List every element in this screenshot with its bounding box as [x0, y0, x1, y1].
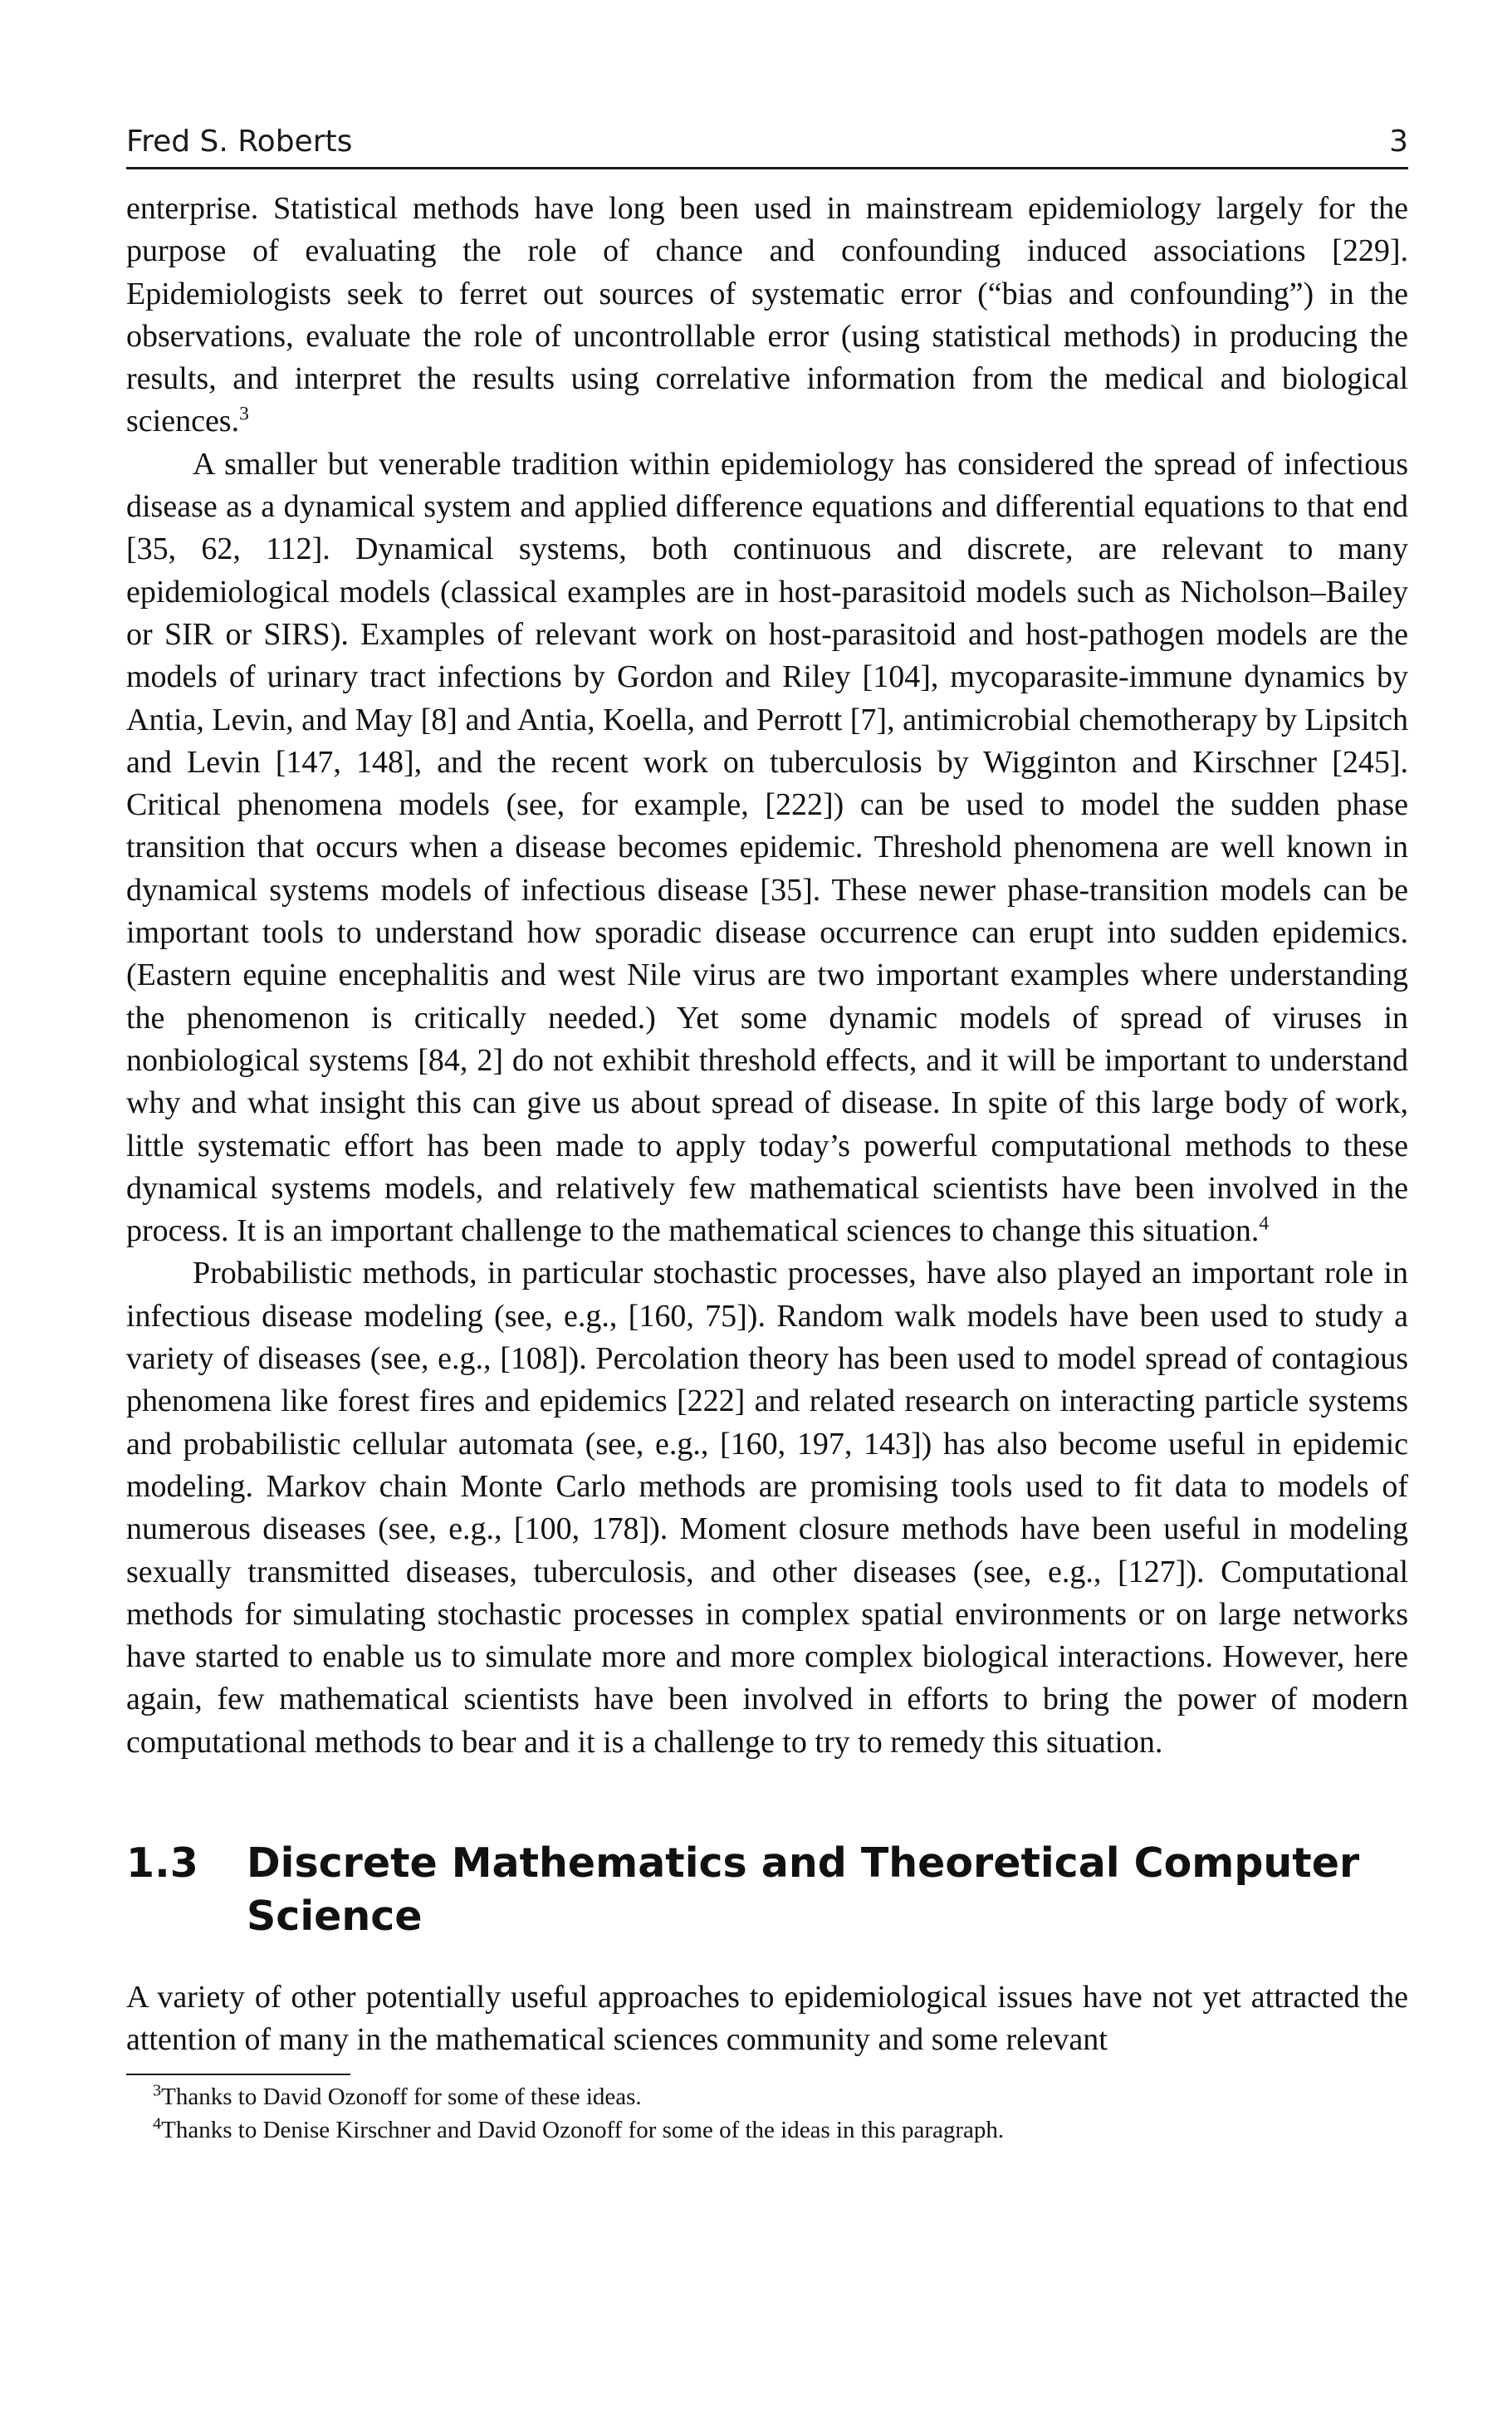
footnote-mark: 3	[153, 2080, 162, 2099]
paragraph	[126, 1976, 1408, 2062]
body-text	[126, 188, 1408, 1764]
paragraph-text: A variety of other potentially useful approaches to epidemiological issues have not yet attracted the attention of many in the mathematical sciences community and some relevant	[126, 1979, 1408, 2058]
paragraph-text: enterprise. Statistical methods have long been used in mainstream epidemiology largely for the purpose of evaluating the role of chance and confounding induced associations [229]. Epidemiologists seek to ferret out sources of systematic error (“bias and confounding”) in the observations, evaluate the role of uncontrollable error (using statistical methods) in producing the results, and interpret the results using correlative information from the medical and biological sciences.	[126, 191, 1408, 439]
footnote-text: Thanks to David Ozonoff for some of these ideas.	[161, 2083, 642, 2110]
page	[126, 125, 1408, 2147]
page-number: 3	[1389, 125, 1408, 159]
footnote-ref[interactable]: 4	[1259, 1212, 1270, 1235]
running-head	[126, 125, 1408, 169]
footnote-ref[interactable]: 3	[239, 403, 249, 425]
section-body	[126, 1976, 1408, 2062]
paragraph-text: Probabilistic methods, in particular stochastic processes, have also played an important role in infectious disease modeling (see, e.g., [160, 75]). Random walk models have been used to study a variety of diseases (see, e.g., [108]). Percolation theory has been used to model spread of contagious phenomena like forest fires and epidemics [222] and related research on interacting particle systems and probabilistic cellular automata (see, e.g., [160, 197, 143]) has also become useful in epidemic modeling. Markov chain Monte Carlo methods are promising tools used to fit data to models of numerous diseases (see, e.g., [100, 178]). Moment closure methods have been useful in modeling sexually transmitted diseases, tuberculosis, and other diseases (see, e.g., [127]). Computational methods for simulating stochastic processes in complex spatial environments or on large networks have started to enable us to simulate more and more complex biological interactions. However, here again, few mathematical scientists have been involved in efforts to bring the power of modern computational methods to bear and it is a challenge to try to remedy this situation.	[126, 1256, 1408, 1760]
footnote-text: Thanks to Denise Kirschner and David Ozonoff for some of the ideas in this paragraph.	[161, 2116, 1005, 2143]
author-name: Fred S. Roberts	[126, 125, 353, 159]
section-heading	[126, 1837, 1408, 1943]
section-number: 1.3	[126, 1839, 198, 1887]
footnote	[126, 2080, 1408, 2113]
paragraph	[126, 443, 1408, 1253]
section-title: Discrete Mathematics and Theoretical Computer Science	[247, 1839, 1360, 1940]
footnote-mark: 4	[153, 2113, 162, 2133]
paragraph	[126, 1252, 1408, 1764]
footnotes	[126, 2080, 1408, 2147]
paragraph	[126, 188, 1408, 443]
paragraph-text: A smaller but venerable tradition within epidemiology has considered the spread of infectious disease as a dynamical system and applied difference equations and differential equations to that end [35, 62, 112]. Dynamical systems, both continuous and discrete, are relevant to many epidemiological models (classical examples are in host-parasitoid models such as Nicholson–Bailey or SIR or SIRS). Examples of relevant work on host-parasitoid and host-pathogen models are the models of urinary tract infections by Gordon and Riley [104], mycoparasite-immune dynamics by Antia, Levin, and May [8] and Antia, Koella, and Perrott [7], antimicrobial chemotherapy by Lipsitch and Levin [147, 148], and the recent work on tuberculosis by Wigginton and Kirschner [245]. Critical phenomena models (see, for example, [222]) can be used to model the sudden phase transition that occurs when a disease becomes epidemic. Threshold phenomena are well known in dynamical systems models of infectious disease [35]. These newer phase-transition models can be important tools to understand how sporadic disease occurrence can erupt into sudden epidemics. (Eastern equine encephalitis and west Nile virus are two important examples where understanding the phenomenon is critically needed.) Yet some dynamic models of spread of viruses in nonbiological systems [84, 2] do not exhibit threshold effects, and it will be important to understand why and what insight this can give us about spread of disease. In spite of this large body of work, little systematic effort has been made to apply today’s powerful computational methods to these dynamical systems models, and relatively few mathematical scientists have been involved in the process. It is an important challenge to the mathematical sciences to change this situation.	[126, 446, 1408, 1249]
footnote	[126, 2113, 1408, 2147]
footnote-divider	[126, 2074, 350, 2075]
